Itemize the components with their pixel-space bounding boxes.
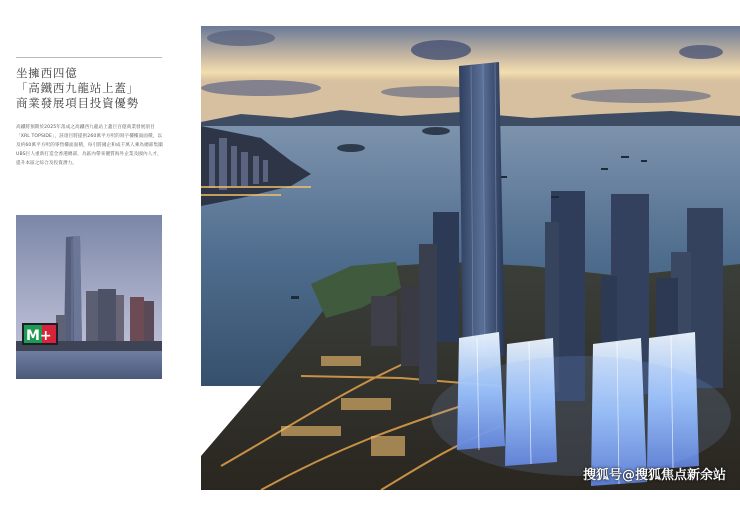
watermark-text: 搜狐号@搜狐焦点新余站: [582, 468, 726, 483]
m-plus-sign-text: M+: [26, 328, 52, 344]
hero-aerial-image: [201, 26, 740, 490]
top-divider: [16, 57, 162, 58]
headline: [16, 66, 186, 111]
hero-illustration: [201, 26, 740, 490]
body-paragraph: 高鐵將預期於2025年落成之高鐵西九龍站上蓋巨百億商業發展項目「XRL TOPSIDE」，該項目將提供260萬平方呎的寫字樓樓面面積，以及約60萬平方呎的零售樓面面積，每引將國企和成千萬人乘為總部集團UBS巨人重新打造全香港總部，為區內帶來優質海外企業及國內人才，提升本區之綜合及投資潛力。: [16, 125, 163, 166]
headline-line-2: 「高鐵西九龍站上蓋」: [16, 81, 139, 95]
headline-line-1: 坐擁西四億: [16, 66, 78, 80]
headline-line-3: 商業發展項目投資優勢: [16, 96, 139, 110]
icc-thumbnail-image: [16, 215, 162, 379]
thumbnail-illustration: [16, 215, 162, 379]
